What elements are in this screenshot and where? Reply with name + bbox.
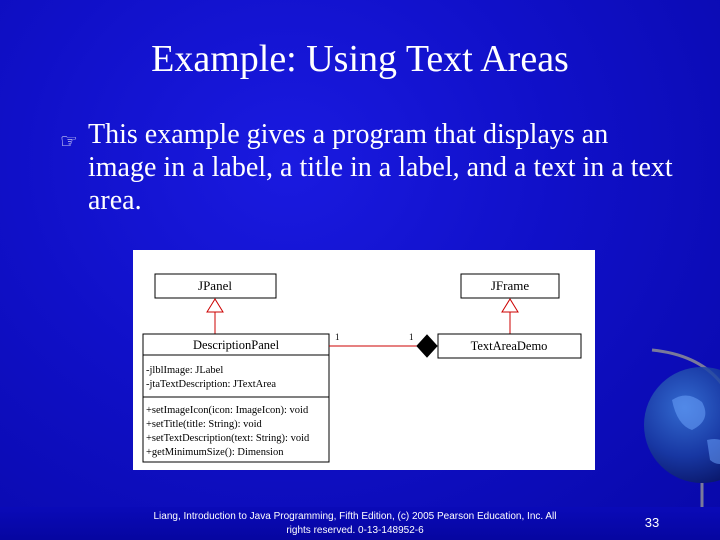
multiplicity-left: 1 [335,332,340,342]
method-settitle: +setTitle(title: String): void [146,419,262,430]
attribute-jlblimage: -jlblImage: JLabel [146,365,224,376]
method-setimageicon: +setImageIcon(icon: ImageIcon): void [146,405,309,416]
jframe-label: JFrame [490,278,530,293]
uml-diagram-svg [133,250,595,470]
attribute-jtatextdescription: -jtaTextDescription: JTextArea [146,379,277,390]
pointing-hand-icon: ☞ [60,129,78,153]
multiplicity-right: 1 [409,332,414,342]
composition-diamond [417,335,437,357]
text-area-demo-label: TextAreaDemo [470,339,548,353]
method-getminimumsize: +getMinimumSize(): Dimension [146,447,284,458]
method-settextdescription: +setTextDescription(text: String): void [146,433,310,444]
bullet-text: This example gives a program that displays an image in a label, a title in a label, and a text in a text area. [88,119,673,216]
description-panel-label: DescriptionPanel [192,338,280,352]
uml-diagram [133,250,595,470]
inheritance-arrow-jpanel [207,299,223,334]
jpanel-label: JPanel [198,278,232,293]
inheritance-arrow-jframe [502,299,518,334]
footer-copyright: Liang, Introduction to Java Programming, Fifth Edition, (c) 2005 Pearson Education, Inc. All rights reserved. 0-13-148952-6 [153,511,557,536]
globe-icon [632,330,720,520]
page-number: 33 [644,515,660,530]
slide-title: Example: Using Text Areas [151,38,569,80]
